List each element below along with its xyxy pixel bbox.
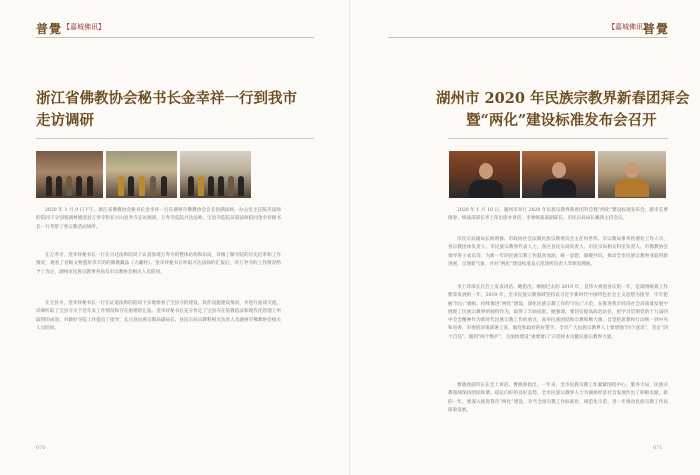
page-number: 071 [653,445,663,451]
photo-delegation-gate [180,151,251,198]
article-title [436,88,689,132]
right-page [350,0,700,475]
section-tag: 【嘉城佛讯】 [608,23,650,31]
photo-speaker-left [449,151,520,198]
title-line-1: 湖州市 2020 年民族宗教界新春团拜会 [436,90,690,107]
paragraph-4: 曹晓春副市长在会上讲话。曹晓春指出，一年来，全市民族宗教工作紧紧围绕中心、服务大局，民族宗教领域保持团结和谐、稳定向好的良好态势，全市民族宗教界人士为湖州经济社会发展作出了积极贡献，新的一年，要深入推进我市“两化”建设，争当全国宗教工作标准化、规范化示范，进一步推动民族宗教工作高质量发展。 [448,383,668,413]
brand-logo: 普覺 [36,22,63,36]
title-line-2: 走访调研 [36,112,94,129]
paragraph-1: 2020 年 1 月 9 日下午，浙江省佛教协会秘书长金幸祥一行在湖州市佛教协会会长悟满法师、办公室主任陈杰法师的陪同下分别到湖州德清县万寿寺和长兴山县寿寺走访调研，万寿寺监院兴达法师、宝县寺监院证道法师陪同金幸祥秘书长一行考察了各宗教活动场所。 [36,208,281,230]
header-rule [36,37,314,38]
paragraph-3: 李上萍部长在会上发表讲话。她指出，刚刚过去的 2019 年，是伟大祖国喜庆的一年，是湖州统战工作繁荣发展的一年，2019 年，全市民族宗教领域坚持以习近平新时代中国特色社会主义思想为指导，牢牢把握“同心”旗帜，持续推进“两化”建设，深化民族宗教工作的“同心”示范，在推进我市经济社会高质量发展中展现了民族宗教界的独特作为，取得了丰硕成果。她强调，要切实提高政治站位，把学习贯彻党的十九届四中全会精神作为新时代民族宗教工作的重点，高举民族团结和宗教和顺大旗，自觉把思想和行动统一到中央和省委、市委的决策部署上来，做党和政府的好帮手。全市广大民族宗教界人士要增强“四个意识”，坚定“四个自信”，做到“两个维护”，为加快建设“重要窗口”示范样本贡献民族宗教界力量。 [448,285,668,340]
title-rule [36,138,314,139]
photo-monks-hall [106,151,177,198]
paragraph-1: 2020 年 1 月 10 日，湖州市举行 2020 年民族宗教界新春团拜会暨“两化”建设标准发布会，副市长曹晓春、统战部部长李上萍出席并讲话，市委统战部副部长、市民宗局局长戴鸿主持会议。 [448,208,668,222]
page-number: 070 [36,445,46,451]
paragraph-3: 在宝县寺，金幸祥秘书长一行在证道法师的陪同下实地察看了宝县寺的建设、软件设施建设情况，并进行座谈交流，详细听取了宝县寺关于近年来工作情况和存在困难的汇报。金幸祥秘书长充分肯定了宝县寺在依教依法和现代化管理上所取得的成效，对做好寺院工作提出了指导，长兴县民族宗教局副局长、县民宗局宗教科相关负责人及湖州市佛教协会相关人员陪同。 [36,301,281,331]
section-tag: 【嘉城佛讯】 [63,23,105,31]
paragraph-2: 在万寿寺，金幸祥秘书长一行在兴达法师陪同下认真参观万寿寺的整体结构和布局，详细了解寺院的历史沿革和工作情况，观看了省级文物遗址等丰的的佛教藏品《大藏经》。金幸祥秘书长听取兴达法师的汇报后，对万寿寺的工作情况给予了肯定，湖州市民族宗教事务局及市宗教协会相关人员陪同。 [36,253,281,275]
title-rule [448,138,668,139]
article-title [36,88,297,132]
photo-group-temple-courtyard [36,151,103,198]
title-line-2: 暨“两化”建设标准发布会召开 [466,112,657,129]
paragraph-2: 市民宗局副局长杨利群、市政协社会法制民族宗教委员会主任何世伟，市宗教局事务管理处工作人员、各宗教团体负责人、市民族宗教界代表人士，各区县民宗局负责人、市民宗局相关科室负责人、市佛教协会领导班子成员等，为新一年的民族宗教工作鼓劲加油，统一思想，凝聚共识，推动全市民族宗教事业取得新进展、呈现新气象，并对“两化”建设标准及示范场所负责人等颁发牌匾。 [448,237,668,267]
brand-logo: 普覺 [643,22,670,36]
photo-speaker-monk [598,151,666,198]
header-rule [388,37,668,38]
photo-speaker-center [522,151,595,198]
title-line-1: 浙江省佛教协会秘书长金幸祥一行到我市 [36,90,297,107]
